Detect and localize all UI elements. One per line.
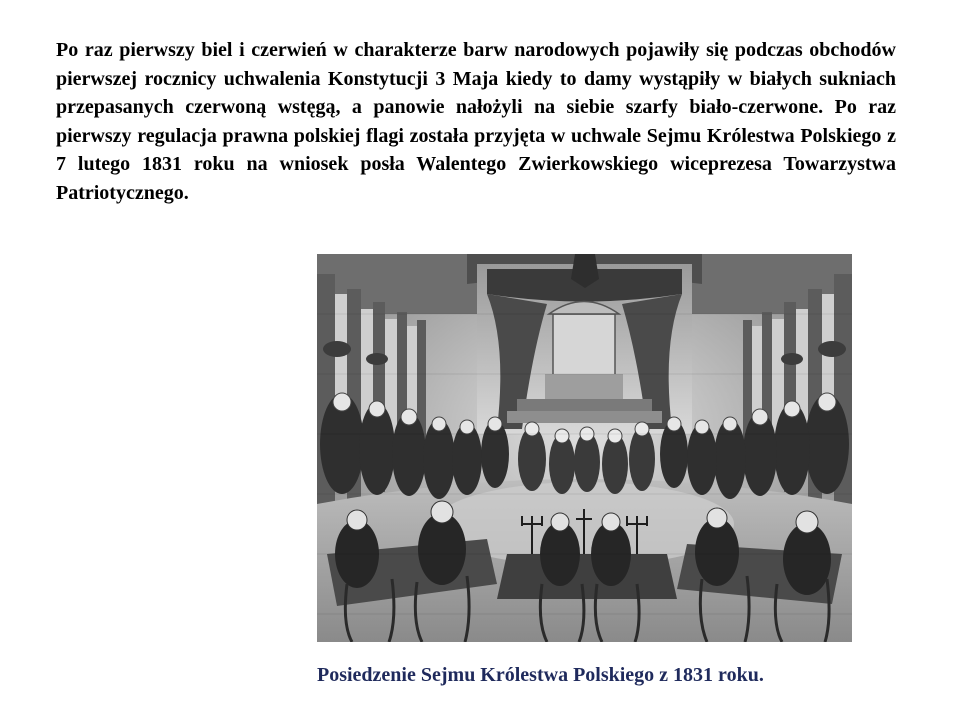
engraving-image (317, 254, 852, 642)
image-caption: Posiedzenie Sejmu Królestwa Polskiego z 1831 roku. (317, 664, 764, 686)
sejm-session-engraving (317, 254, 852, 642)
body-paragraph: Po raz pierwszy biel i czerwień w charakterze barw narodowych pojawiły się podczas obchodów pierwszej rocznicy uchwalenia Konstytucji 3 Maja kiedy to damy wystąpiły w białych sukniach przepasanych czerwoną wstęgą, a panowie nałożyli na siebie szarfy biało-czerwone. Po raz pierwszy regulacja prawna polskiej flagi została przyjęta w uchwale Sejmu Królestwa Polskiego z 7 lutego 1831 roku na wniosek posła Walentego Zwierkowskiego wiceprezesa Towarzystwa Patriotycznego. (56, 39, 896, 204)
